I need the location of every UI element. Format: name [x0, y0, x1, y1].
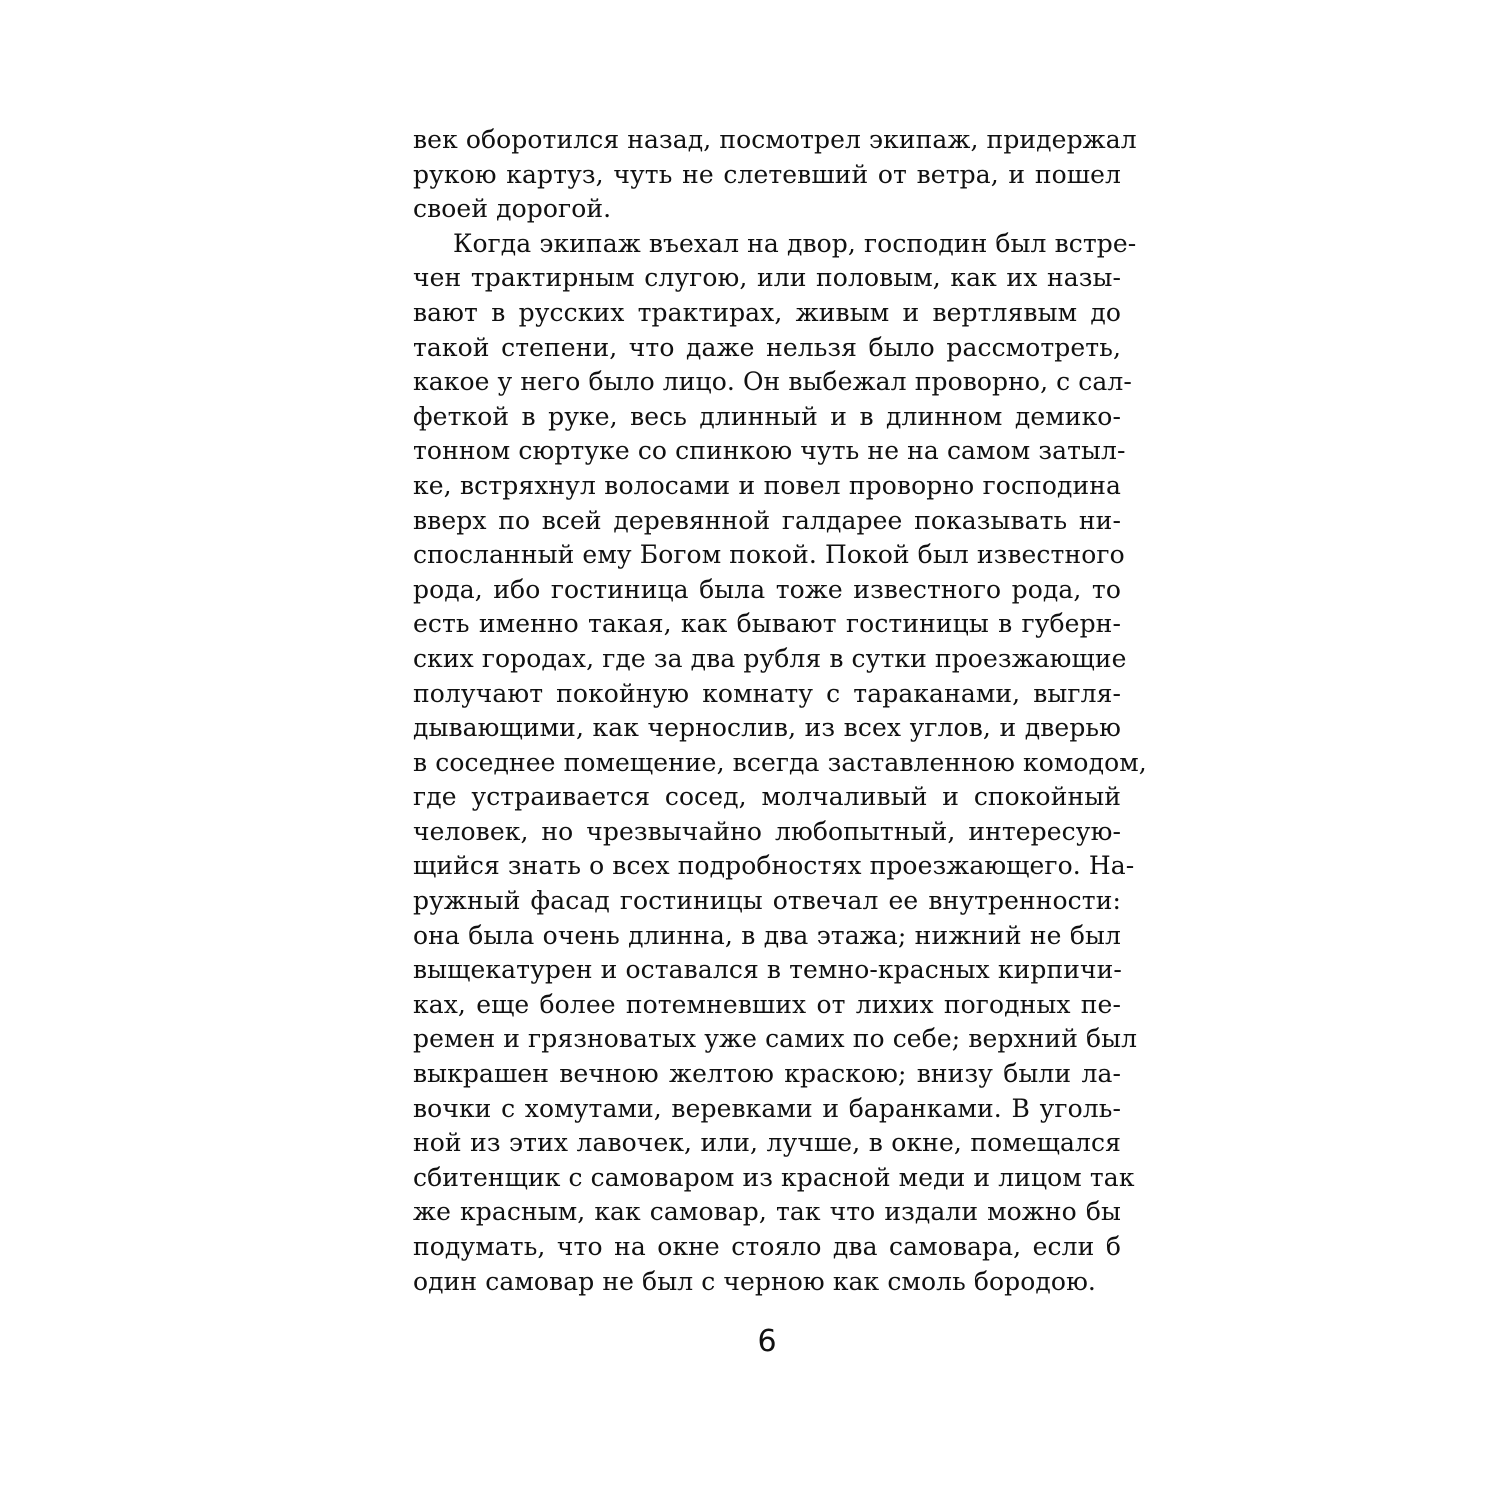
text-line: ной из этих лавочек, или, лучше, в окне, помещался [413, 1128, 1121, 1158]
text-line: рода, ибо гостиница была тоже известного рода, то [413, 574, 1121, 604]
text-line: подумать, что на окне стояло два самовара, если б [413, 1232, 1121, 1261]
text-line: же красным, как самовар, так что издали можно бы [413, 1197, 1121, 1227]
paragraph-1 [413, 123, 1137, 227]
text-line: вверх по всей деревянной галдарее показывать ни- [413, 505, 1121, 535]
text-line: век оборотился назад, посмотрел экипаж, придержал [413, 125, 1137, 154]
text-line: есть именно такая, как бывают гостиницы в губерн- [413, 609, 1121, 639]
text-line: феткой в руке, весь длинный и в длинном демико- [413, 401, 1121, 431]
text-line: своей дорогой. [413, 194, 612, 224]
text-line: вают в русских трактирах, живым и вертлявым до [413, 297, 1121, 327]
text-line: ремен и грязноватых уже самих по себе; верхний был [413, 1024, 1138, 1054]
text-line: сбитенщик с самоваром из красной меди и лицом так [413, 1162, 1135, 1192]
text-line: где устраивается сосед, молчаливый и спокойный [413, 782, 1121, 812]
body-text [413, 123, 1147, 1299]
paragraph-2 [413, 227, 1147, 1299]
page-number: 6 [757, 1324, 777, 1359]
text-line: ских городах, где за два рубля в сутки проезжающие [413, 643, 1127, 673]
text-line: вочки с хомутами, веревками и баранками. В уголь- [413, 1093, 1121, 1123]
text-line: выщекатурен и оставался в темно-красных кирпичи- [413, 955, 1122, 985]
text-line: ружный фасад гостиницы отвечал ее внутренности: [413, 886, 1121, 916]
text-line: один самовар не был с черною как смоль бородою. [413, 1266, 1096, 1296]
text-line: такой степени, что даже нельзя было рассмотреть, [413, 332, 1121, 362]
text-line: человек, но чрезвычайно любопытный, интересую- [413, 816, 1121, 846]
text-line: она была очень длинна, в два этажа; нижний не был [413, 920, 1121, 950]
text-line: спосланный ему Богом покой. Покой был известного [413, 540, 1125, 570]
text-line: щийся знать о всех подробностях проезжающего. На- [413, 851, 1135, 881]
text-line: тонном сюртуке со спинкою чуть не на самом затыл- [413, 436, 1126, 466]
text-line: в соседнее помещение, всегда заставленною комодом, [413, 747, 1147, 777]
text-line: ке, встряхнул волосами и повел проворно господина [413, 470, 1121, 500]
text-line: выкрашен вечною желтою краскою; внизу были ла- [413, 1059, 1121, 1089]
text-line: чен трактирным слугою, или половым, как их назы- [413, 263, 1121, 293]
text-line: рукою картуз, чуть не слетевший от ветра, и пошел [413, 159, 1121, 189]
text-line: ках, еще более потемневших от лихих погодных пе- [413, 989, 1121, 1019]
text-line: получают покойную комнату с тараканами, выгля- [413, 678, 1121, 708]
text-line: какое у него было лицо. Он выбежал проворно, с сал- [413, 367, 1132, 397]
text-line: Когда экипаж въехал на двор, господин был встре- [453, 228, 1137, 258]
text-line: дывающими, как чернослив, из всех углов, и дверью [413, 713, 1121, 743]
